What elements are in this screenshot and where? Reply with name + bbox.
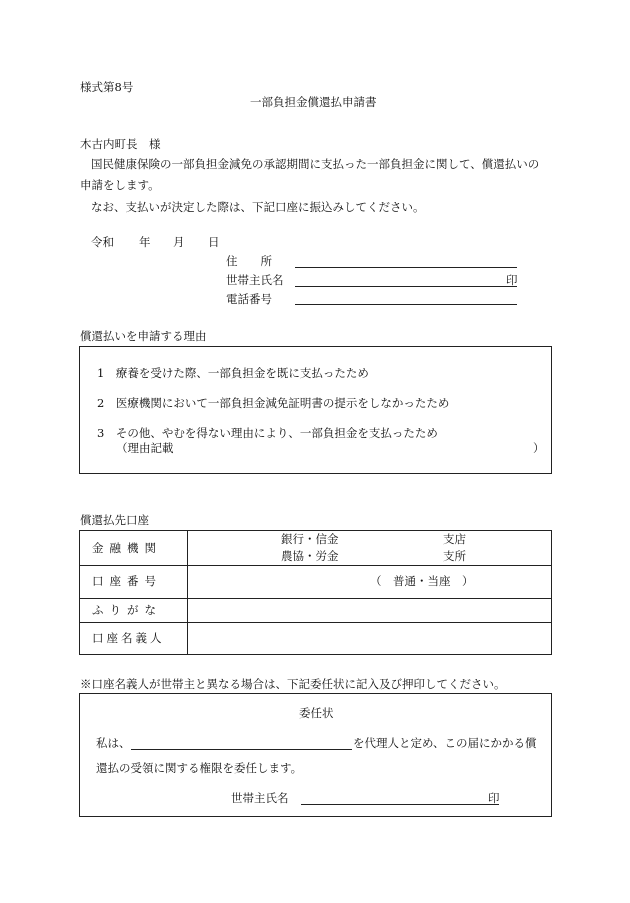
account-holder-label: 口座名義人 bbox=[92, 631, 165, 645]
delegation-text-line-2: 還払の受領に関する権限を委任します。 bbox=[96, 761, 303, 775]
address-field-line[interactable] bbox=[295, 267, 517, 268]
seal-mark: 印 bbox=[506, 273, 518, 287]
phone-label: 電話番号 bbox=[226, 292, 272, 306]
addressee: 木古内町長 様 bbox=[80, 137, 161, 151]
reason-option-2[interactable]: 2 医療機関において一部負担金減免証明書の提示をしなかったため bbox=[97, 396, 450, 410]
branch-label-1[interactable]: 支店 bbox=[443, 532, 466, 546]
table-row-divider bbox=[80, 565, 551, 566]
householder-name-label: 世帯主氏名 bbox=[226, 273, 284, 287]
delegation-text-after: を代理人と定め、この届にかかる償 bbox=[353, 736, 537, 750]
delegation-box bbox=[79, 693, 552, 817]
account-number-label: 口座番号 bbox=[92, 574, 162, 588]
furigana-label: ふりがな bbox=[92, 603, 162, 617]
delegation-text-before: 私は、 bbox=[96, 736, 131, 750]
body-text-line-2: 申請をします。 bbox=[80, 178, 160, 192]
body-text-line-3: なお、支払いが決定した際は、下記口座に振込みしてください。 bbox=[91, 200, 425, 214]
address-label: 住 所 bbox=[226, 254, 272, 268]
body-text-line-1: 国民健康保険の一部負担金減免の承認期間に支払った一部負担金に関して、償還払いの bbox=[91, 157, 540, 171]
table-row-divider bbox=[80, 598, 551, 599]
delegation-seal-mark: 印 bbox=[488, 791, 500, 805]
phone-field-line[interactable] bbox=[295, 304, 517, 305]
delegation-note: ※口座名義人が世帯主と異なる場合は、下記委任状に記入及び押印してください。 bbox=[80, 677, 506, 691]
delegation-name-label: 世帯主氏名 bbox=[231, 791, 289, 805]
delegation-name-field-line[interactable] bbox=[301, 804, 499, 805]
branch-label-2[interactable]: 支所 bbox=[443, 549, 466, 563]
table-column-divider bbox=[187, 531, 188, 654]
date-month-label: 月 bbox=[173, 235, 185, 249]
date-era: 令和 bbox=[91, 235, 114, 249]
agent-name-field-line[interactable] bbox=[131, 749, 352, 750]
bank-label: 金融機関 bbox=[92, 541, 162, 555]
delegation-title: 委任状 bbox=[299, 706, 334, 720]
reasons-box bbox=[79, 346, 552, 474]
bank-type-2[interactable]: 農協・労金 bbox=[281, 549, 339, 563]
table-row-divider bbox=[80, 622, 551, 623]
householder-name-field-line[interactable] bbox=[295, 286, 517, 287]
reason-detail-open[interactable]: （理由記載 bbox=[116, 441, 174, 455]
form-number: 様式第8号 bbox=[80, 80, 134, 94]
bank-type-1[interactable]: 銀行・信金 bbox=[281, 532, 339, 546]
document-title: 一部負担金償還払申請書 bbox=[250, 95, 377, 109]
date-day-label: 日 bbox=[208, 235, 220, 249]
reasons-heading: 償還払いを申請する理由 bbox=[80, 329, 207, 343]
reason-option-1[interactable]: 1 療養を受けた際、一部負担金を既に支払ったため bbox=[97, 366, 369, 380]
account-table bbox=[79, 530, 552, 655]
account-type-options[interactable]: （ 普通・当座 ） bbox=[370, 574, 474, 588]
account-heading: 償還払先口座 bbox=[80, 513, 149, 527]
date-year-label: 年 bbox=[139, 235, 151, 249]
reason-detail-close: ） bbox=[533, 441, 545, 455]
reason-option-3[interactable]: 3 その他、やむを得ない理由により、一部負担金を支払ったため bbox=[97, 426, 438, 440]
